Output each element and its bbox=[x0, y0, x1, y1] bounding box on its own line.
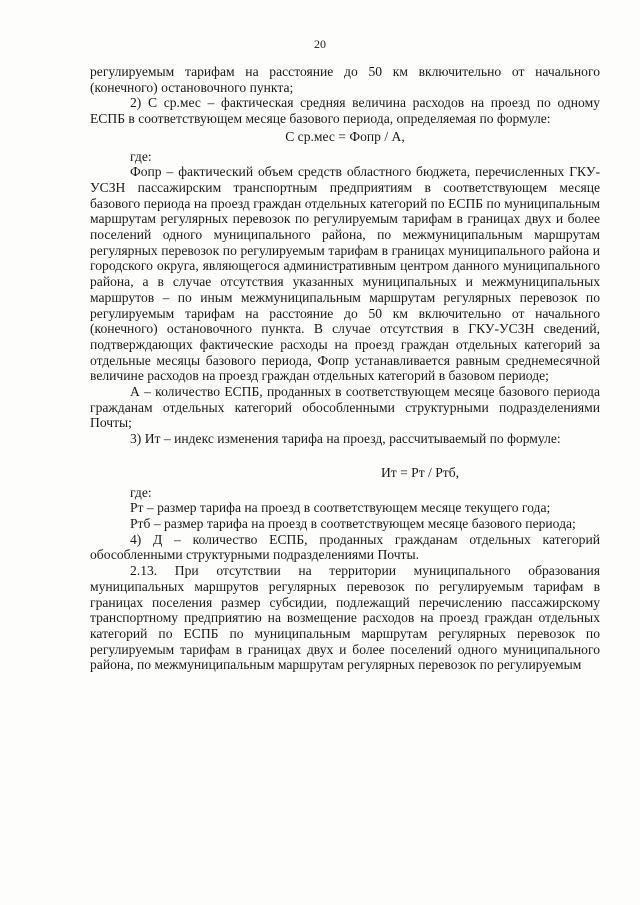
paragraph-c-sr-mes: 2) С ср.мес – фактическая средняя величина расходов на проезд по одному ЕСПБ в соответствующем месяце базового периода, определяемая по формуле: bbox=[90, 95, 600, 127]
where-label-2: где: bbox=[130, 484, 152, 500]
paragraph-d: 4) Д – количество ЕСПБ, проданных гражданам отдельных категорий обособленными структурными подразделениями Почты. bbox=[90, 531, 600, 563]
where-label: где: bbox=[130, 148, 152, 164]
paragraph-it: 3) Ит – индекс изменения тарифа на проезд, рассчитываемый по формуле: bbox=[130, 431, 561, 447]
paragraph-continuation: регулируемым тарифам на расстояние до 50 км включительно от начального (конечного) остановочного пункта; bbox=[90, 64, 600, 95]
paragraph-2-13: 2.13. При отсутствии на территории муниципального образования муниципальных маршрутов регулярных перевозок по регулируемым тарифам в границах поселения размер субсидии, подлежащий перечислению пассажирскому транспортному предприятию на возмещение расходов на проезд граждан отдельных категорий по ЕСПБ по муниципальным маршрутам регулярных перевозок по регулируемым тарифам в границах двух и более поселений одного муниципального района, по межмуниципальным маршрутам регулярных перевозок по регулируемым bbox=[90, 563, 600, 673]
formula-c-sr-mes: С ср.мес = Фопр / А, bbox=[285, 128, 405, 144]
formula-it: Ит = Рт / Ртб, bbox=[380, 464, 460, 480]
paragraph-rt: Рт – размер тарифа на проезд в соответствующем месяце текущего года; bbox=[130, 500, 551, 516]
paragraph-fopr: Фопр – фактический объем средств областного бюджета, перечисленных ГКУ-УСЗН пассажирским транспортным предприятиям в соответствующем месяце базового периода на проезд граждан отдельных категорий по ЕСПБ по муниципальным маршрутам регулярных перевозок по регулируемым тарифам в границах двух и более поселений одного муниципального района, по межмуниципальным маршрутам регулярных перевозок по регулируемым тарифам в границах муниципального района и городского округа, являющегося административным центром данного муниципального района, а в случае отсутствия указанных муниципальных и межмуниципальных маршрутов – по иным межмуниципальным маршрутам регулярных перевозок по регулируемым тарифам на расстояние до 50 км включительно от начального (конечного) остановочного пункта. В случае отсутствия в ГКУ-УСЗН сведений, подтверждающих фактические расходы на проезд граждан отдельных категорий за отдельные месяцы базового периода, Фопр устанавливается равным среднемесячной величине расходов на проезд граждан отдельных категорий в базовом периоде; bbox=[90, 164, 600, 384]
paragraph-a: А – количество ЕСПБ, проданных в соответствующем месяце базового периода гражданам отдельных категорий обособленными структурными подразделениями Почты; bbox=[90, 384, 600, 431]
page-number: 20 bbox=[314, 37, 326, 51]
document-body bbox=[90, 64, 600, 673]
paragraph-rtb: Ртб – размер тарифа на проезд в соответствующем месяце базового периода; bbox=[130, 515, 576, 531]
